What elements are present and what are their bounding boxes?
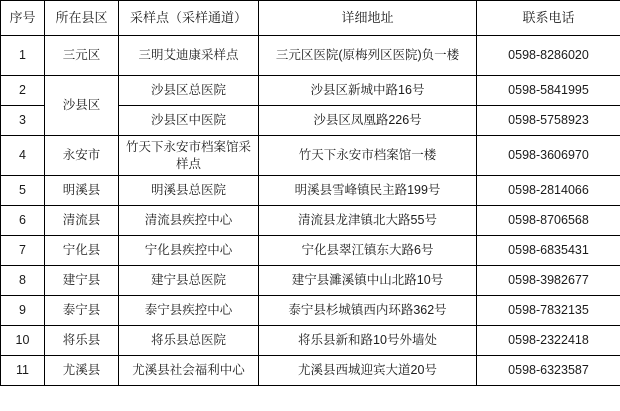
cell-seq: 2 bbox=[1, 76, 45, 106]
table-row bbox=[1, 36, 620, 76]
cell-seq: 11 bbox=[1, 356, 45, 386]
cell-site: 建宁县总医院 bbox=[119, 266, 259, 296]
cell-district: 尤溪县 bbox=[45, 356, 119, 386]
table-row bbox=[1, 206, 620, 236]
cell-phone: 0598-5758923 bbox=[477, 106, 620, 136]
cell-address: 明溪县雪峰镇民主路199号 bbox=[259, 176, 477, 206]
cell-site: 清流县疾控中心 bbox=[119, 206, 259, 236]
cell-site: 尤溪县社会福利中心 bbox=[119, 356, 259, 386]
cell-seq: 1 bbox=[1, 36, 45, 76]
cell-district: 沙县区 bbox=[45, 76, 119, 136]
cell-address: 建宁县濉溪镇中山北路10号 bbox=[259, 266, 477, 296]
cell-site: 沙县区总医院 bbox=[119, 76, 259, 106]
cell-seq: 6 bbox=[1, 206, 45, 236]
cell-address: 清流县龙津镇北大路55号 bbox=[259, 206, 477, 236]
cell-district: 明溪县 bbox=[45, 176, 119, 206]
cell-seq: 9 bbox=[1, 296, 45, 326]
cell-seq: 8 bbox=[1, 266, 45, 296]
table-row bbox=[1, 326, 620, 356]
table-row bbox=[1, 236, 620, 266]
cell-seq: 5 bbox=[1, 176, 45, 206]
cell-phone: 0598-3606970 bbox=[477, 136, 620, 176]
cell-phone: 0598-5841995 bbox=[477, 76, 620, 106]
cell-address: 竹天下永安市档案馆一楼 bbox=[259, 136, 477, 176]
cell-seq: 10 bbox=[1, 326, 45, 356]
cell-district: 泰宁县 bbox=[45, 296, 119, 326]
column-header-seq: 序号 bbox=[1, 1, 45, 36]
cell-phone: 0598-2322418 bbox=[477, 326, 620, 356]
table-header-row bbox=[1, 1, 620, 36]
column-header-site: 采样点（采样通道） bbox=[119, 1, 259, 36]
cell-seq: 7 bbox=[1, 236, 45, 266]
table-header bbox=[1, 1, 620, 36]
cell-address: 沙县区凤凰路226号 bbox=[259, 106, 477, 136]
cell-district: 永安市 bbox=[45, 136, 119, 176]
cell-site: 泰宁县疾控中心 bbox=[119, 296, 259, 326]
cell-site: 沙县区中医院 bbox=[119, 106, 259, 136]
cell-address: 将乐县新和路10号外墙处 bbox=[259, 326, 477, 356]
table-row bbox=[1, 136, 620, 176]
cell-address: 宁化县翠江镇东大路6号 bbox=[259, 236, 477, 266]
cell-address: 沙县区新城中路16号 bbox=[259, 76, 477, 106]
cell-phone: 0598-8706568 bbox=[477, 206, 620, 236]
cell-phone: 0598-6323587 bbox=[477, 356, 620, 386]
table-row bbox=[1, 356, 620, 386]
column-header-address: 详细地址 bbox=[259, 1, 477, 36]
cell-district: 宁化县 bbox=[45, 236, 119, 266]
cell-site: 宁化县疾控中心 bbox=[119, 236, 259, 266]
cell-district: 三元区 bbox=[45, 36, 119, 76]
cell-site: 竹天下永安市档案馆采样点 bbox=[119, 136, 259, 176]
cell-district: 建宁县 bbox=[45, 266, 119, 296]
cell-address: 尤溪县西城迎宾大道20号 bbox=[259, 356, 477, 386]
column-header-phone: 联系电话 bbox=[477, 1, 620, 36]
cell-district: 清流县 bbox=[45, 206, 119, 236]
table-row bbox=[1, 76, 620, 106]
table-row bbox=[1, 266, 620, 296]
cell-address: 泰宁县杉城镇西内环路362号 bbox=[259, 296, 477, 326]
cell-site: 明溪县总医院 bbox=[119, 176, 259, 206]
table-body bbox=[1, 36, 620, 386]
table-row bbox=[1, 296, 620, 326]
cell-site: 三明艾迪康采样点 bbox=[119, 36, 259, 76]
cell-district: 将乐县 bbox=[45, 326, 119, 356]
cell-phone: 0598-8286020 bbox=[477, 36, 620, 76]
cell-site: 将乐县总医院 bbox=[119, 326, 259, 356]
cell-phone: 0598-2814066 bbox=[477, 176, 620, 206]
cell-phone: 0598-6835431 bbox=[477, 236, 620, 266]
table-row bbox=[1, 176, 620, 206]
column-header-district: 所在县区 bbox=[45, 1, 119, 36]
cell-phone: 0598-3982677 bbox=[477, 266, 620, 296]
cell-phone: 0598-7832135 bbox=[477, 296, 620, 326]
cell-address: 三元区医院(原梅列区医院)负一楼 bbox=[259, 36, 477, 76]
cell-seq: 4 bbox=[1, 136, 45, 176]
cell-seq: 3 bbox=[1, 106, 45, 136]
